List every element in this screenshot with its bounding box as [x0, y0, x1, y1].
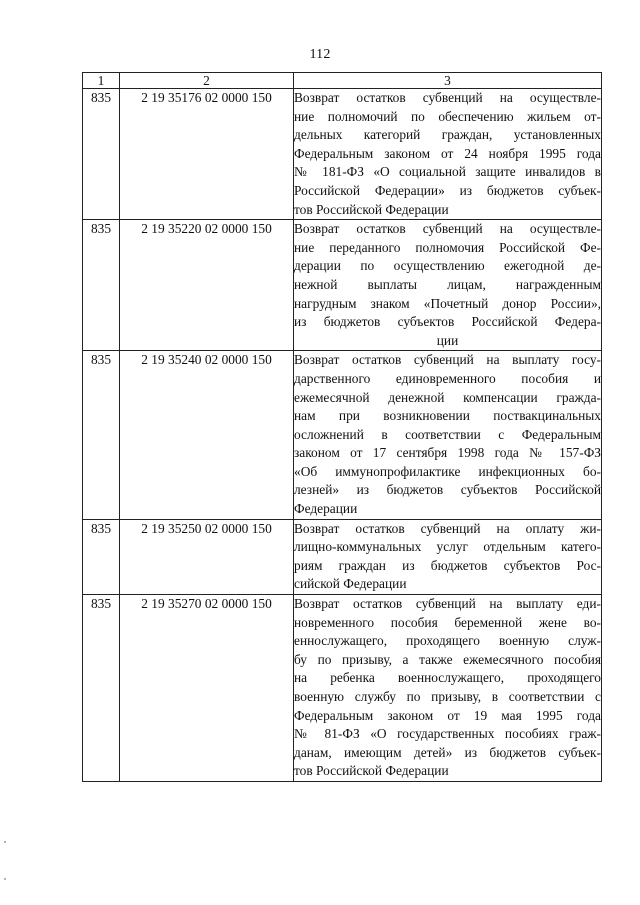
budget-code-cell: 2 19 35240 02 0000 150	[120, 351, 294, 519]
description-line: на ребенка военнослужащего, проходящего	[294, 670, 601, 686]
description-line: ции	[436, 332, 459, 348]
description-line: дарственного единовременного пособия и	[294, 370, 601, 386]
description-cell	[294, 519, 602, 594]
description-line: тов Российской Федерации	[294, 763, 449, 779]
description-line: дерации по осуществлению ежегодной де-	[294, 258, 601, 274]
description-line: «Об иммунопрофилактике инфекционных бо-	[294, 463, 601, 479]
budget-code-cell: 2 19 35250 02 0000 150	[120, 519, 294, 594]
column-header-3: 3	[294, 73, 602, 89]
table-row	[83, 220, 602, 351]
table-header-row	[83, 73, 602, 89]
description-line: нежной выплаты лицам, награжденным	[294, 276, 601, 292]
description-line: военную службу по призыву, в соответствии с	[294, 689, 601, 704]
description-cell	[294, 220, 602, 351]
description-line: Возврат остатков субвенций на осуществле-	[294, 90, 601, 105]
description-cell	[294, 89, 602, 220]
table-row	[83, 351, 602, 519]
description-line: Возврат остатков субвенций на выплату госу-	[294, 352, 601, 368]
description-line: бу по призыву, а также ежемесячного пособия	[294, 651, 601, 667]
column-header-2: 2	[120, 73, 294, 89]
description-cell	[294, 351, 602, 519]
description-line: нам при возникновении поствакцинальных	[294, 408, 601, 424]
description-line: законом от 17 сентября 1998 года № 157-ФЗ	[294, 445, 601, 461]
admin-code-cell: 835	[83, 89, 120, 220]
table-row	[83, 595, 602, 782]
budget-code-cell: 2 19 35176 02 0000 150	[120, 89, 294, 220]
description-line: сийской Федерации	[294, 576, 407, 592]
description-line: осложнений в соответствии с Федеральным	[294, 426, 601, 442]
budget-code-cell: 2 19 35270 02 0000 150	[120, 595, 294, 782]
description-line: еннослужащего, проходящего военную служ-	[294, 633, 601, 649]
budget-code-cell: 2 19 35220 02 0000 150	[120, 220, 294, 351]
admin-code-cell: 835	[83, 220, 120, 351]
description-line: из бюджетов субъектов Российской Федера-	[294, 314, 601, 330]
admin-code-cell: 835	[83, 519, 120, 594]
page-number: 112	[309, 47, 331, 62]
description-line: Федерации	[294, 501, 358, 517]
description-line: риям граждан из бюджетов субъектов Рос-	[294, 557, 601, 573]
description-line: дельных категорий граждан, установленных	[294, 127, 601, 143]
budget-classification-table	[82, 72, 602, 782]
description-line: Возврат остатков субвенций на оплату жи-	[294, 520, 601, 536]
scan-speck	[4, 841, 6, 843]
description-cell	[294, 595, 602, 782]
description-line: ние полномочий по обеспечению жильем от-	[294, 108, 601, 124]
description-line: ние переданного полномочия Российской Фе-	[294, 239, 601, 255]
table-row	[83, 519, 602, 594]
description-line: лищно-коммунальных услуг отдельным катего-	[294, 539, 601, 555]
description-line: Возврат остатков субвенций на выплату еди-	[294, 596, 601, 612]
description-line: нагрудным знаком «Почетный донор России»,	[294, 295, 601, 311]
description-line: Федеральным законом от 24 ноября 1995 года	[294, 145, 601, 161]
admin-code-cell: 835	[83, 351, 120, 519]
description-line: лезней» из бюджетов субъектов Российской	[294, 482, 601, 498]
description-line: Российской Федерации» из бюджетов субъек-	[294, 182, 601, 198]
description-line: ежемесячной денежной компенсации гражда-	[294, 389, 601, 405]
scan-speck	[4, 878, 6, 880]
description-line: новременного пособия беременной жене во-	[294, 614, 601, 630]
table-row	[83, 89, 602, 220]
admin-code-cell: 835	[83, 595, 120, 782]
description-line: Федеральным законом от 19 мая 1995 года	[294, 707, 601, 723]
description-line: № 181-ФЗ «О социальной защите инвалидов в	[294, 164, 601, 180]
description-line: № 81-ФЗ «О государственных пособиях граж-	[294, 726, 601, 742]
column-header-1: 1	[83, 73, 120, 89]
description-line: тов Российской Федерации	[294, 201, 449, 217]
description-line: Возврат остатков субвенций на осуществле-	[294, 221, 601, 237]
description-line: данам, имеющим детей» из бюджетов субъек-	[294, 744, 601, 760]
